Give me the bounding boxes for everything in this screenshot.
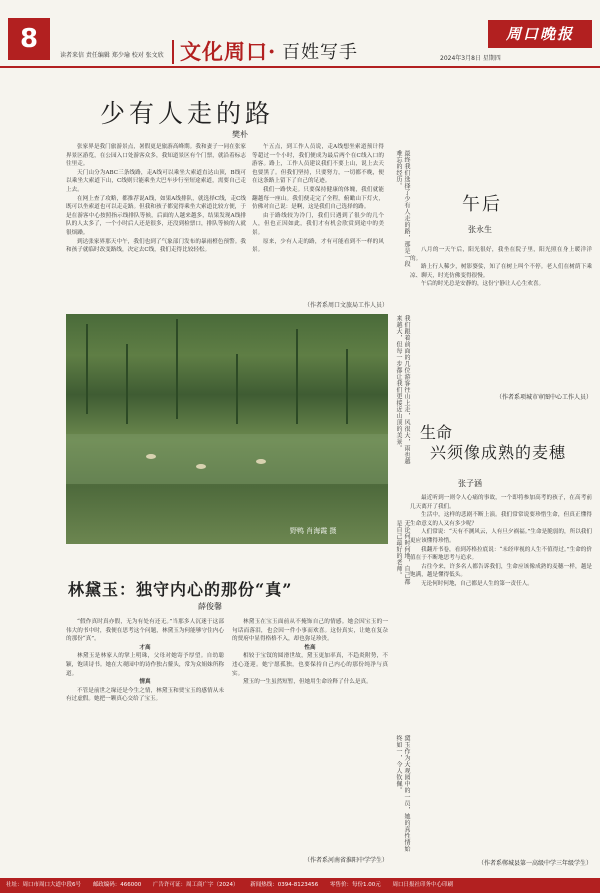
paragraph: 古往今来，许多名人都告诉我们，生命应该像成熟的麦穗一样，越是饱满，越是懂得低头。 [410,563,592,579]
side-note: 最终我们选择了少有人走的路，那是一段难忘的经历。 [395,150,410,267]
article-body [410,246,592,289]
article-title: 少有人走的路 [100,99,275,128]
paragraph: 林黛玉是林家人的掌上明珠，父母对她寄予厚望。自幼聪颖，饱读诗书。她在大观园中的诗作独占鳌头，常为众姐妹所称道。 [66,653,224,677]
paragraph: “假作真时真亦假，无为有处有还无。”当那多人沉迷于这部伟大的书中时，我便在思考这个问题，林黛玉为何能够守住内心的那份“真”。 [66,619,224,643]
article-body [410,494,592,589]
paragraph: 黛玉的一生虽然短暂，但她用生命诠释了什么是真。 [243,679,372,686]
footer-bar [0,878,600,893]
paragraph: 在网上查了攻略，都推荐说A线，如果A线排队，就选择C线，走C线既可以坐索道也可以走走路。但我和孩子都觉得乘坐大索道比较方便，于是在游客中心按照指示线排队等候，后面的人越来越多，结果发现A线排队的人太多了，一个小时后人还是很多，还没到检票口，排队等候的人就很烦躁。 [66,195,246,236]
paragraph: 原来，少有人走的路，才有可能看到不一样的风景。 [252,238,384,254]
side-note: 黛玉作为大观园中的一员，她的真性情始终如一，令人钦佩。 [395,735,410,852]
paragraph: 生活中，这样的悲剧不断上演。我们常常说要珍惜生命，但真正懂得生命意义的人又有多少呢？ [410,512,592,527]
footer-item: 周口日报社印务中心印刷 [392,882,454,888]
paragraph: 天门山分为ABC三条线路，走A线可以乘坐大索道直达山顶，B线可以乘坐大索道下山，C线则只能乘坐大巴车步行至短途索道，需要自己走上去。 [66,169,246,193]
article-title: 兴须像成熟的麦穗 [430,443,567,462]
photo-credit: 野鸭 肖海霞 摄 [290,527,337,535]
article-column [66,618,224,704]
article-credit: （作者系郸城县第一高级中学三年级学生） [477,860,592,867]
article-title: 生命 [420,423,453,442]
footer-item: 邮政编码：466000 [92,882,142,888]
paragraph: 无论何时何地，自己都是人生的第一责任人。 [421,580,533,587]
article-author: 张永生 [468,225,492,234]
paragraph: 不管是前世之缘还是今生之情，林黛玉和贾宝玉的感情从未有过虚假。她把一颗真心交给了宝玉。 [66,687,224,703]
paragraph: 路上行人稀少，树影婆娑，知了在树上叫个不停。老人们在树荫下乘凉、聊天，时光仿佛变得很慢。 [410,264,592,279]
footer-item: 新闻热线：0394-8123456 [250,882,319,888]
subheading: 才高 [139,644,151,651]
issue-date: 2024年3月8日 星期四 [440,55,501,62]
header-divider [172,40,174,64]
paragraph: 我翻开书卷，看到苏格拉底说：“未经审视的人生不值得过。”生命的价值在于不断地思考与追求。 [410,546,592,562]
article-title: 林黛玉：独守内心的那份“真” [68,580,293,599]
section-subtitle: 百姓写手 [282,42,358,63]
paragraph: 由于路线较为冷门，我们只遇到了很少的几个人，但也正因如此，我们才有机会欣赏到途中的美景。 [252,212,384,236]
paragraph: 到达张家界那天中午，我们也到了气象部门发布的暴雨橙色预警。我和孩子就临时改变路线，决定去C线，我们走得比较轻松。 [66,238,246,254]
article-title: 午后 [462,194,502,215]
footer-item: 社址：周口市周口大道中段6号 [6,882,82,888]
article-column [252,143,384,255]
paragraph: 八月的一天午后，阳光很好，我坐在院子里，阳光照在身上暖洋洋的。 [410,247,592,262]
paragraph: 最近听到一则令人心痛的事故，一个即将参加高考的孩子，在高考前几天离开了我们。 [410,495,592,510]
paragraph: 人们常说：“天有不测风云，人有旦夕祸福。”生命是脆弱的，所以我们更应该懂得珍惜。 [410,529,592,544]
article-column [232,618,388,687]
article-credit: （作者系河南省淮阳中学学生） [303,857,388,864]
article-author: 樊朴 [232,130,248,139]
paragraph: 张家界是我门旅游景点，暑假更是旅游高峰期。我和妻子一同在张家界景区游览，在公园入口处游客众多，我知道景区有个门票，就沿着标志往里走。 [66,144,246,168]
article-credit: （作者系项城市审图中心工作人员） [495,394,592,401]
paragraph: 午五点，到工作人员说，走A线想坐索道预计得等超过一个小时，我们便成为最后两个在C线入口的游客。路上，工作人员建议我们不要上山，说上去天也要黑了。但我们坚持，只要努力，一切都不晚，便在这条路上留下了自己的足迹。 [252,144,384,185]
footer-item: 广告许可证：周工商广字（2024） [153,882,239,888]
article-credit: （作者系周口文旅局工作人员） [303,302,388,309]
paragraph: 我们一路快走。只要保持健康的体魄，我们就能翻越每一座山。我们便走完了全程，俯瞰山下灯火，仿佛对自己说：是啊，这是我们自己选择的路。 [252,186,384,211]
header-rule [0,66,600,68]
photo-ducks-in-reeds [66,314,388,544]
paragraph: 午后的时光总是安静的，这份宁静让人心生欢喜。 [421,281,545,288]
editor-credits: 读者来信 责任编辑 郑少瑜 校对 张文欣 [60,52,164,59]
paragraph: 相较于宝钗的圆滑世故，黛玉更加率真，不趋炎附势，不违心逢迎。她宁愿孤独，也要保持自己内心的那份纯净与真实。 [232,653,388,677]
paragraph: 林黛玉在宝玉面前从不掩饰自己的情感。她会因宝玉的一句话而落泪，也会因一件小事而欢喜。这份真实，让她在复杂的贾府中显得格格不入，却也弥足珍贵。 [232,619,388,643]
article-author: 张子涵 [458,479,482,488]
page-number: 8 [8,18,50,60]
side-note: 我们跟着前面的几位游客往山上走，风很大，雨也越来越大，但每一步都让我们更接近山顶的美景。 [395,315,410,465]
section-title: 文化周口· [180,39,277,64]
article-column [66,143,246,255]
subheading: 情真 [139,679,151,686]
article-author: 薛俊馨 [198,602,222,611]
subheading: 性高 [304,644,316,651]
newspaper-logo: 周口晚报 [488,20,592,48]
footer-item: 零售价：每份1.00元 [330,882,381,888]
side-note: 无论何时何地，自己都是自己最好的老师。 [395,520,410,585]
